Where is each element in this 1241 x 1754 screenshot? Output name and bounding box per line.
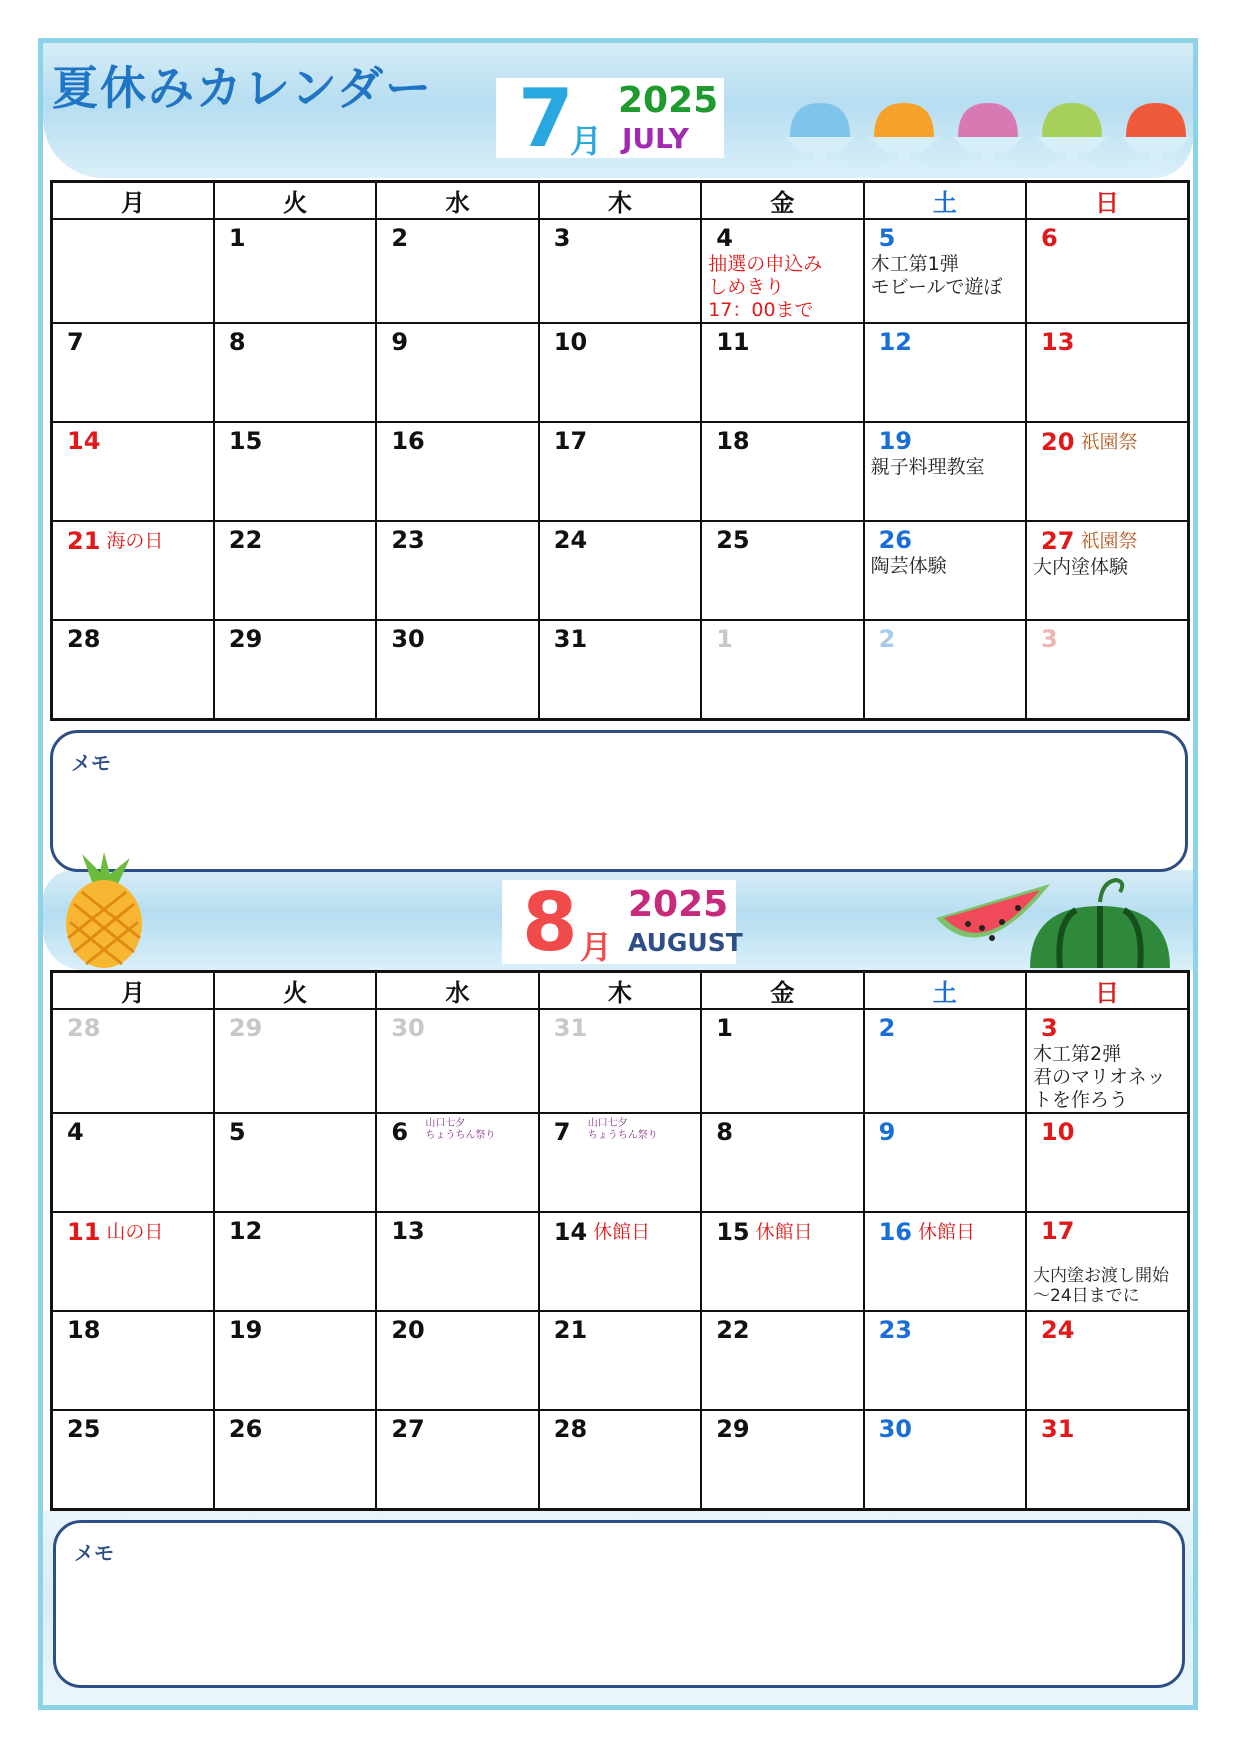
august-day-cell[interactable] [701, 1410, 863, 1509]
july-header [496, 72, 724, 165]
day-number: 30 [878, 1415, 913, 1443]
watermelon-icon [1020, 872, 1180, 968]
shaved-ice-green-icon [1037, 103, 1107, 170]
shaved-ice-blue-icon [785, 103, 855, 170]
day-number: 19 [228, 1316, 263, 1344]
august-weekday-header: 日 [1026, 972, 1188, 1010]
day-note: 抽選の申込み しめきり 17：00まで [708, 253, 823, 321]
july-day-cell[interactable] [52, 422, 214, 521]
july-weekday-header: 水 [376, 182, 538, 220]
day-event-label: 山の日 [106, 1221, 164, 1243]
day-number: 31 [553, 625, 588, 653]
august-day-cell[interactable] [214, 1113, 376, 1212]
day-note: 陶芸体験 [870, 555, 947, 577]
july-day-cell[interactable] [701, 620, 863, 719]
august-day-cell[interactable] [539, 1311, 701, 1410]
july-day-cell[interactable] [701, 219, 863, 323]
day-number: 3 [553, 224, 571, 252]
august-day-cell[interactable] [701, 1113, 863, 1212]
shaved-ice-orange-icon [869, 103, 939, 170]
day-number: 30 [391, 625, 425, 653]
july-day-cell[interactable] [864, 219, 1026, 323]
day-number: 10 [553, 328, 588, 356]
day-number: 1 [228, 224, 246, 252]
july-day-cell[interactable] [864, 521, 1026, 620]
july-day-cell[interactable] [214, 422, 376, 521]
august-year: 2025 [628, 884, 729, 925]
day-number: 12 [228, 1217, 263, 1245]
day-number: 3 [1041, 1014, 1058, 1042]
day-number: 6 [1041, 224, 1058, 252]
day-event-label: 海の日 [106, 530, 164, 552]
august-weekday-header: 水 [376, 972, 538, 1010]
day-number: 20 [1041, 428, 1075, 456]
day-number: 15 [228, 427, 263, 455]
day-number: 15 [716, 1218, 750, 1246]
day-number: 13 [1041, 328, 1075, 356]
july-day-cell[interactable] [539, 521, 701, 620]
july-day-cell[interactable] [864, 620, 1026, 719]
july-day-cell[interactable] [214, 323, 376, 422]
july-week-row [52, 323, 1189, 422]
august-day-cell[interactable] [1026, 1009, 1188, 1113]
august-week-row [52, 1410, 1189, 1509]
day-number: 13 [391, 1217, 425, 1245]
july-day-cell[interactable] [864, 323, 1026, 422]
july-weekday-header: 金 [701, 182, 863, 220]
day-number: 6 [391, 1118, 409, 1146]
july-day-cell[interactable] [701, 323, 863, 422]
day-number: 17 [1041, 1217, 1075, 1245]
august-day-cell[interactable] [701, 1212, 863, 1311]
august-day-cell[interactable] [539, 1212, 701, 1311]
july-day-cell[interactable] [52, 521, 214, 620]
august-day-cell[interactable] [214, 1009, 376, 1113]
day-number: 11 [716, 328, 750, 356]
july-day-cell[interactable] [864, 422, 1026, 521]
july-day-cell[interactable] [1026, 521, 1188, 620]
august-day-cell[interactable] [864, 1311, 1026, 1410]
day-number: 26 [228, 1415, 263, 1443]
day-number: 19 [878, 427, 913, 455]
day-event-label: 休館日 [755, 1221, 813, 1243]
august-day-cell[interactable] [214, 1212, 376, 1311]
july-week-row [52, 422, 1189, 521]
july-day-cell[interactable] [214, 521, 376, 620]
august-month-number: 8 [522, 876, 578, 969]
august-day-cell[interactable] [1026, 1311, 1188, 1410]
day-number: 27 [391, 1415, 425, 1443]
july-week-row [52, 219, 1189, 323]
day-note: 親子料理教室 [870, 456, 985, 478]
july-memo-label: メモ [71, 751, 111, 775]
august-weekday-header: 土 [864, 972, 1026, 1010]
day-event-label: 休館日 [918, 1221, 976, 1243]
august-weekday-header: 木 [539, 972, 701, 1010]
day-number: 2 [878, 1014, 896, 1042]
july-day-cell[interactable] [1026, 422, 1188, 521]
july-day-cell[interactable] [1026, 620, 1188, 719]
day-number: 4 [67, 1118, 84, 1146]
august-day-cell[interactable] [864, 1410, 1026, 1509]
day-number: 1 [716, 625, 733, 653]
july-week-row [52, 620, 1189, 719]
august-week-row [52, 1009, 1189, 1113]
day-event-label: 休館日 [593, 1221, 651, 1243]
july-month-number: 7 [518, 72, 574, 165]
day-number: 14 [67, 427, 101, 455]
july-day-cell[interactable] [539, 422, 701, 521]
day-event-label: 祇園祭 [1080, 431, 1138, 453]
july-day-cell[interactable] [52, 620, 214, 719]
august-memo-label: メモ [74, 1541, 114, 1565]
august-weekday-header: 火 [214, 972, 376, 1010]
day-number: 24 [1041, 1316, 1075, 1344]
july-year: 2025 [618, 80, 719, 121]
day-number: 22 [716, 1316, 750, 1344]
day-number: 28 [67, 625, 101, 653]
day-number: 2 [878, 625, 896, 653]
day-number: 23 [878, 1316, 913, 1344]
august-day-cell[interactable] [376, 1410, 538, 1509]
day-number: 16 [391, 427, 425, 455]
august-day-cell[interactable] [1026, 1113, 1188, 1212]
august-day-cell[interactable] [52, 1212, 214, 1311]
day-number: 5 [878, 224, 896, 252]
day-number: 23 [391, 526, 425, 554]
day-number: 27 [1041, 527, 1075, 555]
day-number: 18 [716, 427, 750, 455]
day-number: 8 [228, 328, 246, 356]
day-number: 11 [67, 1218, 101, 1246]
july-weekday-header: 土 [864, 182, 1026, 220]
august-day-cell[interactable] [539, 1113, 701, 1212]
day-number: 8 [716, 1118, 733, 1146]
shaved-ice-row [780, 95, 1190, 175]
august-day-cell[interactable] [864, 1009, 1026, 1113]
july-week-row [52, 521, 1189, 620]
shaved-ice-red-icon [1121, 103, 1190, 170]
august-day-cell[interactable] [1026, 1212, 1188, 1311]
july-day-cell[interactable] [52, 219, 214, 323]
august-day-cell[interactable] [52, 1009, 214, 1113]
july-day-cell[interactable] [376, 323, 538, 422]
july-day-cell[interactable] [539, 620, 701, 719]
july-day-cell[interactable] [376, 422, 538, 521]
july-day-cell[interactable] [701, 521, 863, 620]
day-number: 29 [228, 1014, 263, 1042]
day-number: 24 [553, 526, 588, 554]
august-weekday-header: 月 [52, 972, 214, 1010]
july-day-cell[interactable] [539, 219, 701, 323]
july-memo-box[interactable] [50, 730, 1188, 872]
august-header [502, 876, 743, 969]
day-number: 28 [67, 1014, 101, 1042]
day-number: 31 [1041, 1415, 1075, 1443]
august-weekday-header: 金 [701, 972, 863, 1010]
day-number: 28 [553, 1415, 588, 1443]
day-note: 木工第1弾 モビールで遊ぼ [870, 253, 1003, 298]
day-event-label: 山口七夕 ちょうちん祭り [425, 1118, 496, 1141]
july-weekday-header: 月 [52, 182, 214, 220]
day-number: 29 [228, 625, 263, 653]
august-day-cell[interactable] [376, 1113, 538, 1212]
august-month-kanji: 月 [580, 928, 613, 966]
day-number: 25 [67, 1415, 101, 1443]
august-day-cell[interactable] [539, 1410, 701, 1509]
august-day-cell[interactable] [864, 1113, 1026, 1212]
august-english-name: AUGUST [628, 928, 743, 957]
august-day-cell[interactable] [701, 1009, 863, 1113]
july-month-kanji: 月 [570, 122, 603, 160]
day-number: 21 [553, 1316, 588, 1344]
day-number: 25 [716, 526, 750, 554]
august-day-cell[interactable] [52, 1410, 214, 1509]
day-number: 16 [878, 1218, 913, 1246]
august-day-cell[interactable] [864, 1212, 1026, 1311]
july-day-cell[interactable] [701, 422, 863, 521]
august-calendar-grid [50, 970, 1190, 1511]
august-day-cell[interactable] [52, 1113, 214, 1212]
day-number: 18 [67, 1316, 101, 1344]
pineapple-icon [52, 852, 152, 970]
shaved-ice-pink-icon [953, 103, 1023, 170]
day-number: 3 [1041, 625, 1058, 653]
july-day-cell[interactable] [52, 323, 214, 422]
august-day-cell[interactable] [376, 1212, 538, 1311]
july-day-cell[interactable] [1026, 219, 1188, 323]
july-day-cell[interactable] [539, 323, 701, 422]
day-note: 大内塗お渡し開始 ～24日までに [1033, 1266, 1170, 1306]
july-day-cell[interactable] [214, 219, 376, 323]
august-day-cell[interactable] [539, 1009, 701, 1113]
august-day-cell[interactable] [214, 1311, 376, 1410]
july-weekday-header: 火 [214, 182, 376, 220]
day-number: 29 [716, 1415, 750, 1443]
day-number: 22 [228, 526, 263, 554]
august-day-cell[interactable] [214, 1410, 376, 1509]
day-event-label: 祇園祭 [1080, 530, 1138, 552]
august-day-cell[interactable] [376, 1009, 538, 1113]
august-week-row [52, 1212, 1189, 1311]
july-weekday-header: 日 [1026, 182, 1188, 220]
august-memo-box[interactable] [53, 1520, 1185, 1688]
day-number: 21 [67, 527, 101, 555]
day-number: 10 [1041, 1118, 1075, 1146]
july-weekday-header: 木 [539, 182, 701, 220]
august-day-cell[interactable] [376, 1311, 538, 1410]
july-day-cell[interactable] [376, 521, 538, 620]
august-week-row [52, 1311, 1189, 1410]
day-number: 1 [716, 1014, 733, 1042]
day-event-label: 山口七夕 ちょうちん祭り [587, 1118, 658, 1141]
page-title: 夏休みカレンダー [52, 61, 434, 115]
day-number: 4 [716, 224, 733, 252]
day-number: 12 [878, 328, 913, 356]
day-number: 20 [391, 1316, 425, 1344]
day-note: 大内塗体験 [1033, 556, 1129, 578]
day-number: 17 [553, 427, 588, 455]
day-number: 9 [878, 1118, 896, 1146]
day-number: 30 [391, 1014, 425, 1042]
july-day-cell[interactable] [376, 219, 538, 323]
day-number: 26 [878, 526, 913, 554]
day-number: 9 [391, 328, 409, 356]
august-day-cell[interactable] [1026, 1410, 1188, 1509]
july-day-cell[interactable] [376, 620, 538, 719]
august-week-row [52, 1113, 1189, 1212]
day-number: 14 [553, 1218, 588, 1246]
july-day-cell[interactable] [1026, 323, 1188, 422]
day-note: 木工第2弾 君のマリオネッ トを作ろう [1033, 1043, 1166, 1111]
day-number: 2 [391, 224, 409, 252]
august-day-cell[interactable] [701, 1311, 863, 1410]
day-number: 31 [553, 1014, 588, 1042]
august-day-cell[interactable] [52, 1311, 214, 1410]
day-number: 7 [553, 1118, 571, 1146]
day-number: 5 [228, 1118, 246, 1146]
july-calendar-grid [50, 180, 1190, 721]
july-english-name: JULY [622, 122, 689, 155]
july-day-cell[interactable] [214, 620, 376, 719]
day-number: 7 [67, 328, 84, 356]
